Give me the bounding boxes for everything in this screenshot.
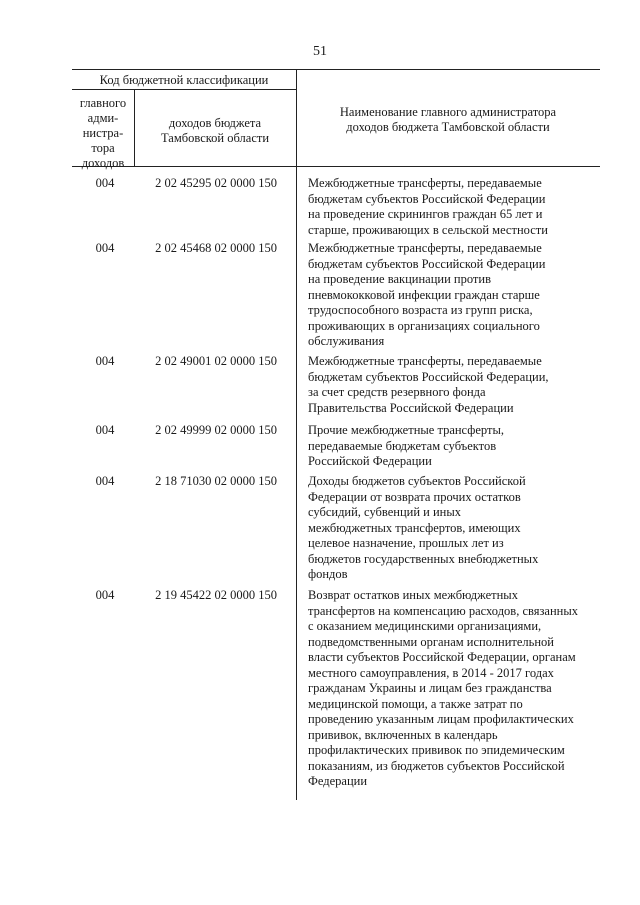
row-description [308, 354, 608, 416]
header-col-income [134, 116, 296, 146]
description-line: фондов [308, 567, 348, 581]
description-line: субсидий, субвенций и иных [308, 505, 461, 519]
description-line: Межбюджетные трансферты, передаваемые [308, 176, 542, 190]
description-line: трансфертов на компенсацию расходов, связанных [308, 603, 579, 618]
description-line: Межбюджетные трансферты, передаваемые [308, 241, 542, 255]
admin-code: 004 [95, 474, 115, 488]
row-description [308, 423, 608, 470]
admin-code: 004 [95, 423, 115, 437]
header-col-name [296, 105, 600, 135]
description-line: Межбюджетные трансферты, передаваемые [308, 354, 542, 368]
description-line: бюджетам субъектов Российской Федерации [308, 191, 546, 206]
header-group-title: Код бюджетной классификации [99, 73, 269, 87]
header-top-rule [72, 69, 600, 70]
header-col-admin-line: доходов [81, 156, 125, 170]
description-line: Российской Федерации [308, 454, 432, 468]
description-line: старше, проживающих в сельской местности [308, 222, 548, 237]
description-line: проведению указанным лицам профилактических [308, 712, 574, 726]
budget-code: 2 02 49999 02 0000 150 [155, 423, 277, 437]
header-col-income-line: доходов бюджета [168, 116, 262, 130]
admin-code: 004 [95, 588, 115, 602]
header-col-admin-line: тора [91, 141, 115, 155]
description-line: Правительства Российской Федерации [308, 400, 514, 415]
description-line: Возврат остатков иных межбюджетных [308, 588, 518, 602]
description-line: целевое назначение, прошлых лет из [308, 536, 504, 550]
budget-code: 2 19 45422 02 0000 150 [155, 588, 277, 602]
description-line: на проведение скринингов граждан 65 лет и [308, 207, 543, 221]
row-description [308, 241, 608, 350]
description-line: Федерации от возврата прочих остатков [308, 489, 521, 504]
header-bottom-rule [72, 166, 600, 167]
description-line: подведомственными органам исполнительной [308, 634, 554, 649]
description-line: Федерации [308, 774, 368, 788]
budget-code: 2 02 45295 02 0000 150 [155, 176, 277, 190]
row-description [308, 176, 608, 238]
description-line: бюджетам субъектов Российской Федерации, [308, 369, 549, 384]
header-col-name-line: Наименование главного администратора [339, 105, 557, 119]
description-line: показаниям, из бюджетов субъектов Российской [308, 758, 565, 773]
description-line: профилактических прививок по эпидемическим [308, 743, 565, 757]
description-line: проживающих в организациях социального [308, 318, 540, 333]
header-col-name-line: доходов бюджета Тамбовской области [346, 120, 550, 134]
budget-code: 2 02 45468 02 0000 150 [155, 241, 277, 255]
description-line: гражданам Украины и лицам без гражданства [308, 681, 552, 695]
header-col-admin-line: нистра- [82, 126, 124, 140]
description-line: пневмококковой инфекции граждан старше [308, 287, 540, 302]
description-line: власти субъектов Российской Федерации, органам [308, 650, 576, 664]
header-group-rule [72, 89, 296, 90]
description-line: прививок, включенных в календарь [308, 727, 498, 742]
description-line: передаваемые бюджетам субъектов [308, 438, 497, 453]
description-line: с оказанием медицинскими организациями, [308, 619, 542, 633]
description-line: трудоспособного возраста из групп риска, [308, 303, 533, 317]
header-col-admin-line: главного [79, 96, 127, 110]
admin-code: 004 [95, 354, 115, 368]
row-description [308, 474, 608, 583]
admin-code: 004 [95, 241, 115, 255]
description-line: межбюджетных трансфертов, имеющих [308, 520, 521, 535]
description-line: на проведение вакцинации против [308, 272, 491, 286]
description-line: Прочие межбюджетные трансферты, [308, 423, 504, 437]
description-line: за счет средств резервного фонда [308, 385, 486, 399]
row-description [308, 588, 608, 790]
budget-code: 2 02 49001 02 0000 150 [155, 354, 277, 368]
page-number: 51 [313, 44, 327, 59]
header-col-admin [72, 96, 134, 171]
header-divider-main [296, 69, 297, 800]
description-line: медицинской помощи, а также затрат по [308, 696, 523, 711]
header-col-income-line: Тамбовской области [160, 131, 270, 145]
description-line: обслуживания [308, 334, 385, 348]
admin-code: 004 [95, 176, 115, 190]
description-line: Доходы бюджетов субъектов Российской [308, 474, 526, 488]
description-line: бюджетам субъектов Российской Федерации [308, 256, 546, 271]
description-line: бюджетов государственных внебюджетных [308, 551, 539, 566]
description-line: местного самоуправления, в 2014 - 2017 годах [308, 665, 554, 680]
header-col-admin-line: адми- [87, 111, 119, 125]
budget-code: 2 18 71030 02 0000 150 [155, 474, 277, 488]
